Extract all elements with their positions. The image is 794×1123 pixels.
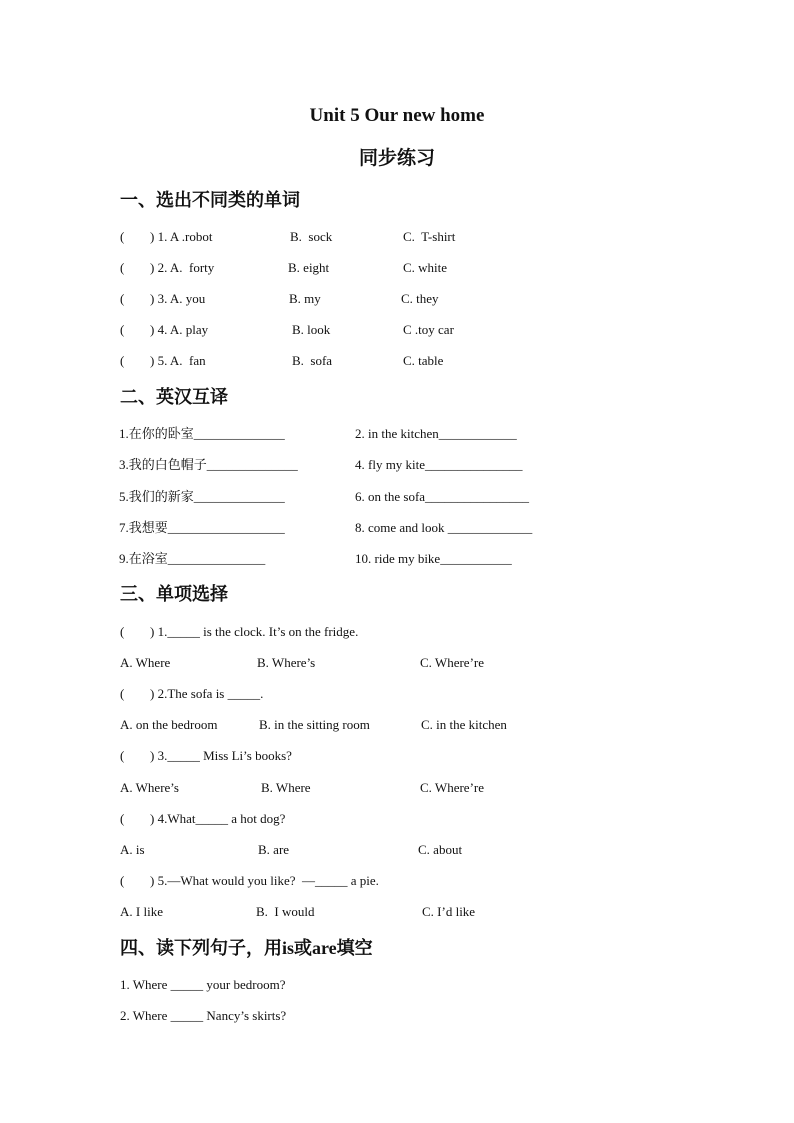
option-c: C. they [401,291,439,306]
translation-item: 3.我的白色帽子______________ [119,457,298,472]
option-c: C .toy car [403,322,454,337]
section-1-heading: 一、选出不同类的单词 [120,190,300,210]
question-stem: ) 1._____ is the clock. It’s on the fridge. [150,624,359,639]
option-c: C. Where’re [420,655,485,670]
translation-item: 5.我们的新家______________ [119,489,285,504]
option-b: B. look [292,322,331,337]
option-b: B. eight [288,260,330,275]
option-b: B. are [258,842,290,857]
translation-item: 10. ride my bike___________ [355,551,512,566]
answer-paren: ( [120,811,125,826]
answer-paren: ( [120,873,125,888]
question-stem: ) 3._____ Miss Li’s books? [150,748,292,763]
answer-paren: ( [120,229,125,244]
option-c: C. white [403,260,448,275]
option-c: C. T-shirt [403,229,456,244]
option-a: A. I like [120,904,163,919]
option-b: B. Where [261,780,311,795]
question-number: ) 1. A .robot [150,229,213,244]
answer-paren: ( [120,260,125,275]
fill-blank-sentence: 2. Where _____ Nancy’s skirts? [120,1008,287,1023]
option-b: B. sock [290,229,333,244]
translation-item: 2. in the kitchen____________ [355,426,517,441]
answer-paren: ( [120,291,125,306]
question-stem: ) 2.The sofa is _____. [150,686,264,701]
answer-paren: ( [120,748,125,763]
question-number: ) 2. A. forty [150,260,215,275]
answer-paren: ( [120,322,125,337]
translation-item: 7.我想要__________________ [119,520,285,535]
answer-paren: ( [120,686,125,701]
fill-blank-sentence: 1. Where _____ your bedroom? [120,977,286,992]
section-3-heading: 三、单项选择 [120,584,228,604]
answer-paren: ( [120,624,125,639]
translation-item: 4. fly my kite_______________ [355,457,523,472]
translation-item: 6. on the sofa________________ [355,489,530,504]
page-subtitle: 同步练习 [358,147,435,169]
translation-item: 1.在你的卧室______________ [119,426,285,441]
option-b: B. in the sitting room [259,717,370,732]
option-b: B. sofa [292,353,333,368]
section-4-heading: 四、读下列句子，用is或are填空 [120,938,373,958]
answer-paren: ( [120,353,125,368]
option-c: C. table [403,353,444,368]
option-b: B. Where’s [257,655,316,670]
question-stem: ) 5.—What would you like? —_____ a pie. [150,873,379,888]
page-title: Unit 5 Our new home [309,105,485,126]
question-number: ) 3. A. you [150,291,206,306]
option-b: B. I would [256,904,315,919]
translation-item: 8. come and look _____________ [355,520,533,535]
option-a: A. on the bedroom [120,717,218,732]
question-stem: ) 4.What_____ a hot dog? [150,811,286,826]
option-a: A. is [120,842,145,857]
option-b: B. my [289,291,321,306]
question-number: ) 4. A. play [150,322,209,337]
option-a: A. Where [120,655,171,670]
option-a: A. Where’s [120,780,179,795]
section-2-heading: 二、英汉互译 [120,387,228,407]
option-c: C. about [418,842,463,857]
option-c: C. in the kitchen [421,717,507,732]
question-number: ) 5. A. fan [150,353,206,368]
option-c: C. Where’re [420,780,485,795]
option-c: C. I’d like [422,904,476,919]
translation-item: 9.在浴室_______________ [119,551,266,566]
